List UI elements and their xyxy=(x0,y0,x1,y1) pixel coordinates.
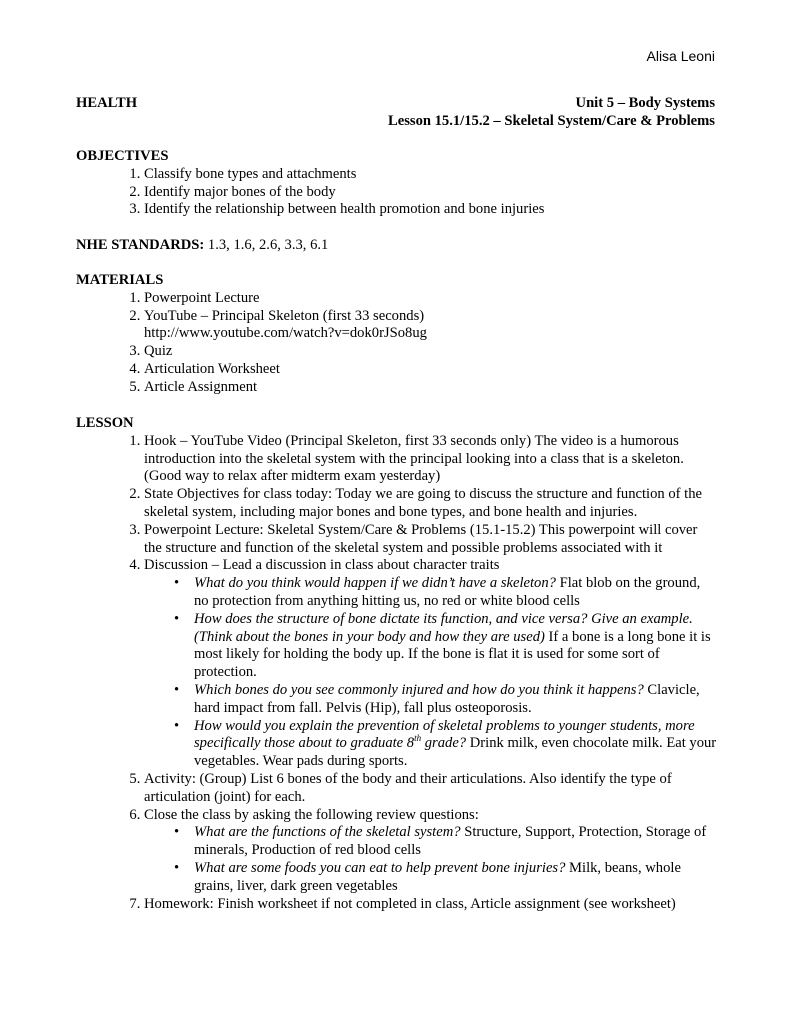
list-item: 3. Quiz xyxy=(144,343,718,361)
list-item xyxy=(144,557,718,771)
list-item: 7. Homework: Finish worksheet if not completed in class, Article assignment (see worksheet) xyxy=(144,896,718,914)
answer-text: Structure, Support, Protection, Storage of minerals, Production of red blood cells xyxy=(194,824,707,859)
list-item: 1. Powerpoint Lecture xyxy=(144,290,718,308)
lesson-title: Lesson 15.1/15.2 – Skeletal System/Care & Problems xyxy=(388,112,715,129)
standards-line xyxy=(76,237,328,255)
answer-text: Clavicle, hard impact from fall. Pelvis (Hip), fall plus osteoporosis. xyxy=(194,681,700,716)
answer-text: Flat blob on the ground, no protection from anything hitting us, no red or white blood cells xyxy=(194,575,701,609)
lesson-section xyxy=(76,415,718,913)
review-label: Close the class by asking the following review questions: xyxy=(144,806,479,823)
review-item xyxy=(194,824,718,860)
list-item: 4. Articulation Worksheet xyxy=(144,361,718,379)
question-text: What do you think would happen if we didn’t have a skeleton? xyxy=(194,575,556,592)
objectives-section xyxy=(76,148,718,219)
list-item xyxy=(144,807,718,896)
discussion-item xyxy=(194,575,718,611)
discussion-questions xyxy=(144,575,718,771)
list-item: 1. Classify bone types and attachments xyxy=(144,166,718,184)
question-text: How would you explain the prevention of skeletal problems to younger students, more specifically those about to graduate 8th grade? xyxy=(194,717,695,752)
answer-text: Milk, beans, whole grains, liver, dark green vegetables xyxy=(194,859,681,894)
materials-list xyxy=(76,290,718,397)
objectives-list xyxy=(76,166,718,219)
review-questions xyxy=(144,824,718,895)
question-text: What are the functions of the skeletal system? xyxy=(194,824,461,841)
materials-heading: MATERIALS xyxy=(76,272,164,288)
list-item xyxy=(144,308,718,344)
objectives-heading: OBJECTIVES xyxy=(76,148,169,164)
answer-text: If a bone is a long bone it is most likely for holding the body up. If the bone is flat it is used for some sort of protection. xyxy=(194,628,711,681)
materials-section xyxy=(76,272,718,397)
unit-title: Unit 5 – Body Systems xyxy=(575,95,715,111)
review-item xyxy=(194,860,718,896)
subject-heading: HEALTH xyxy=(76,95,138,111)
lesson-list xyxy=(76,433,718,914)
list-item: 2. Identify major bones of the body xyxy=(144,184,718,202)
material-video-url[interactable]: http://www.youtube.com/watch?v=dok0rJSo8ug xyxy=(144,325,427,342)
list-item: 5. Article Assignment xyxy=(144,379,718,397)
lesson-title-block xyxy=(388,95,715,131)
question-text: How does the structure of bone dictate its function, and vice versa? Give an example. (Think about the bones in your body and how they are used) xyxy=(194,610,693,645)
author-name: Alisa Leoni xyxy=(646,48,715,64)
answer-text: Drink milk, even chocolate milk. Eat your vegetables. Wear pads during sports. xyxy=(194,735,717,770)
question-text: What are some foods you can eat to help prevent bone injuries? xyxy=(194,859,566,876)
lesson-heading: LESSON xyxy=(76,415,134,431)
list-item: 2. State Objectives for class today: Today we are going to discuss the structure and function of the skeletal system, including major bones and bone types, and bone health and injuries. xyxy=(144,486,718,522)
list-item: 1. Hook – YouTube Video (Principal Skeleton, first 33 seconds only) The video is a humorous introduction into the skeletal system with the principal looking into a class that is a skeleton. (Good way to relax after midterm exam yesterday) xyxy=(144,433,718,486)
list-item: 3. Identify the relationship between health promotion and bone injuries xyxy=(144,201,718,219)
list-item: 5. Activity: (Group) List 6 bones of the body and their articulations. Also identify the type of articulation (joint) for each. xyxy=(144,771,718,807)
discussion-item xyxy=(194,718,718,771)
list-item: 3. Powerpoint Lecture: Skeletal System/Care & Problems (15.1-15.2) This powerpoint will cover the structure and function of the skeletal system and possible problems associated with it xyxy=(144,522,718,558)
discussion-item xyxy=(194,682,718,718)
standards-value: 1.3, 1.6, 2.6, 3.3, 6.1 xyxy=(204,237,329,253)
material-video-label: YouTube – Principal Skeleton (first 33 seconds) xyxy=(144,307,425,324)
discussion-item xyxy=(194,611,718,682)
question-text: Which bones do you see commonly injured and how do you think it happens? xyxy=(194,681,644,698)
standards-label: NHE STANDARDS: xyxy=(76,237,205,253)
discussion-label: Discussion – Lead a discussion in class about character traits xyxy=(144,557,500,574)
